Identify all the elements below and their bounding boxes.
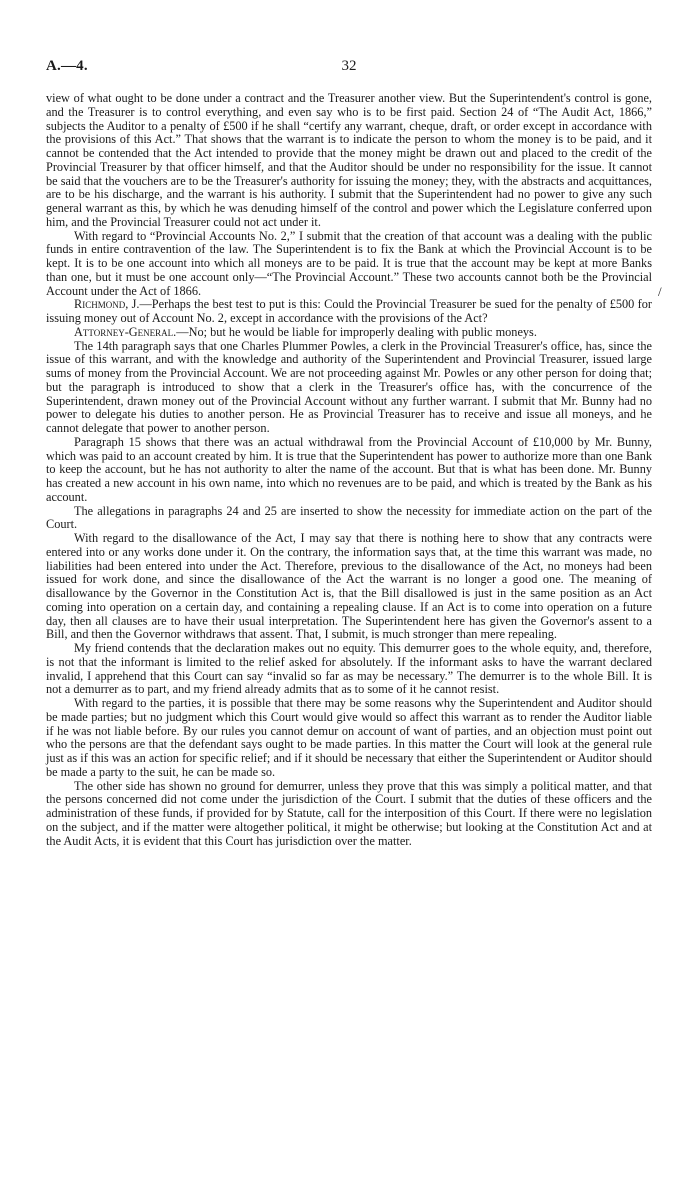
page-number: 32 bbox=[341, 58, 357, 74]
paragraph: My friend contends that the declaration makes out no equity. This demurrer goes to the whole equity, and, therefore, is not that the informant is limited to the relief asked for absolutely. If the informant asks to have the warrant declared invalid, I apprehend that this Court can say “invalid so far as may be necessary.” The demurrer is to the whole Bill. It is not a demurrer as to part, and my friend already admits that as to some of it he cannot resist. bbox=[46, 641, 652, 697]
paragraph: Paragraph 15 shows that there was an actual withdrawal from the Provincial Account of £10,000 by Mr. Bunny, which was paid to an account created by him. It is true that the Superintendent has power to authorize more than one Bank to keep the account, but he has not authority to alter the name of the account. But that is what has been done. Mr. Bunny has created a new account in his own name, into which no revenues are to be paid, and which is treated by the Bank as his account. bbox=[46, 434, 652, 504]
paragraph-text: —Perhaps the best test to put is this: Could the Provincial Treasurer be sued for the penalty of £500 for issuing money out of Account No. 2, except in accordance with the provisions of the Act? bbox=[46, 297, 652, 325]
page-header bbox=[46, 58, 652, 78]
paragraph: The allegations in paragraphs 24 and 25 are inserted to show the necessity for immediate action on the part of the Court. bbox=[46, 503, 652, 532]
paragraph: With regard to the parties, it is possible that there may be some reasons why the Superintendent and Auditor should be made parties; but no judgment which this Court would give would so affect this warrant as to render the Auditor liable if he was not liable before. By our rules you cannot demur on account of want of parties, and an objection must point out who the persons are that the defendant says ought to be made parties. In this matter the Court will look at the general rule just as if this was an action for specific relief; and if it should be necessary that either the Superintendent or Auditor should be made a party to the suit, he can be made so. bbox=[46, 696, 652, 779]
margin-mark: / bbox=[658, 284, 662, 299]
document-body bbox=[46, 92, 652, 848]
paragraph: With regard to the disallowance of the Act, I may say that there is nothing here to show that any contracts were entered into or any works done under it. On the contrary, the information says that, at the time this warrant was made, no liabilities had been entered into under the Act. Therefore, previous to the disallowance of the Act, no moneys had been issued for work done, and since the disallowance of the Act the warrant is no longer a good one. The meaning of disallowance by the Governor in the Constitution Act is, that the Bill disallowed is just in the same position as an Act coming into operation on a certain day, and containing a repealing clause. If an Act is to come into operation on a future day, then all clauses are to have their usual interpretation. The Superintendent here has given the Governor's assent to a Bill, and then the Governor withdraws that assent. That, I submit, is much stronger than mere repealing. bbox=[46, 531, 652, 642]
paragraph-text: —No; but he would be liable for improperly dealing with public moneys. bbox=[176, 324, 537, 339]
speaker-name: Richmond, J. bbox=[74, 297, 140, 312]
paragraph: The other side has shown no ground for demurrer, unless they prove that this was simply a political matter, and that the persons concerned did not come under the jurisdiction of the Court. I submit that the duties of these officers and the administration of these funds, if provided for by Statute, call for the interposition of this Court. If there were no legislation on the subject, and if the matter were altogether political, it might be otherwise; but looking at the Constitution Act and at the Audit Acts, it is evident that this Court has jurisdiction over the matter. bbox=[46, 778, 652, 848]
paragraph bbox=[46, 326, 652, 340]
paragraph: The 14th paragraph says that one Charles Plummer Powles, a clerk in the Provincial Treasurer's office, has, since the issue of this warrant, and with the knowledge and authority of the Superintendent and Provincial Treasurer, issued large sums of money from the Provincial Account. We are not proceeding against Mr. Powles or any other person for doing that; but the paragraph is introduced to show that a clerk in the Treasurer's office has, with the concurrence of the Superintendent, drawn money out of the Provincial Account without any further warrant. I submit that Mr. Bunny had no power to delegate his duties to another person. He as Provincial Treasurer has to receive and issue all moneys, and he cannot delegate that power to another person. bbox=[46, 338, 652, 435]
paragraph: With regard to “Provincial Accounts No. 2,” I submit that the creation of that account was a dealing with the public funds in entire contravention of the law. The Superintendent is to fix the Bank at which the Provincial Account is to be kept. It is to be one account into which all moneys are to be paid. It is true that the account may be kept at more Banks than one, but it must be one account only—“The Provincial Account.” These two accounts cannot both be the Provincial Account under the Act of 1866. bbox=[46, 228, 652, 298]
paragraph: view of what ought to be done under a contract and the Treasurer another view. But the Superintendent's control is gone, and the Treasurer is to control everything, and even say who is to be first paid. Section 24 of “The Audit Act, 1866,” subjects the Auditor to a penalty of £500 if he shall “certify any warrant, cheque, draft, or order except in accordance with the provisions of this Act.” That shows that the warrant is to indicate the person to whom the money is to be paid, and it cannot be contended that the Act intended to provide that the money might be drawn out and placed to the credit of the Provincial Treasurer by that officer himself, and that the Auditor should be under no responsibility for the issue. It cannot be said that the vouchers are to be the Treasurer's authority for issuing the money; they, with the abstracts and acquittances, are to be his discharge, and the warrant is his authority. I submit that the Superintendent had no power to give any such general warrant as this, by which he was denuding himself of the control and power which the Legislature conferred upon him, and the Provincial Treasurer could not act under it. bbox=[46, 91, 652, 229]
document-reference: A.—4. bbox=[46, 58, 88, 74]
speaker-name: Attorney-General. bbox=[74, 324, 177, 339]
paragraph bbox=[46, 298, 652, 326]
